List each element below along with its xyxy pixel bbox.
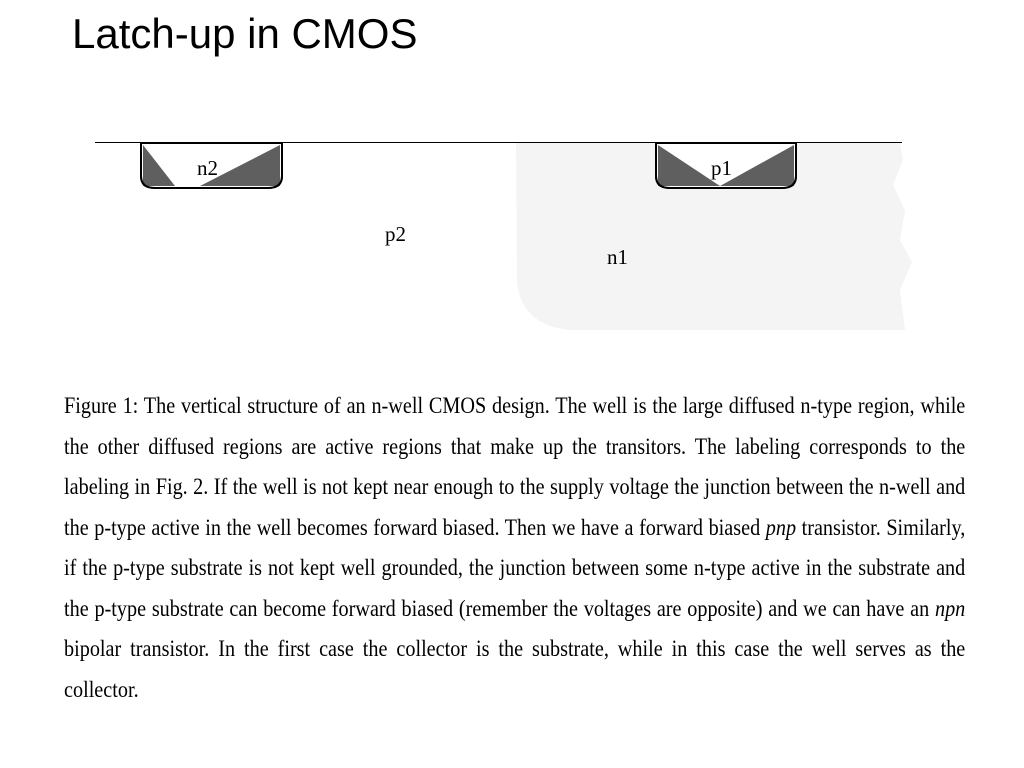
slide-title: Latch-up in CMOS [72, 10, 418, 57]
caption-part-3: bipolar transistor. In the first case the collector is the substrate, while in this case the well serves as the collector. [64, 636, 966, 703]
figure-caption [64, 386, 965, 710]
label-p2: p2 [385, 222, 406, 246]
label-p1: p1 [711, 156, 732, 180]
label-n2: n2 [197, 156, 218, 180]
caption-part-2: transistor. Similarly, if the p-type substrate is not kept well grounded, the junction between some n-type active in the substrate and the p-type substrate can become forward biased (remember the voltages are opposite) and we can have an [64, 514, 966, 622]
caption-pnp: pnp [765, 514, 797, 541]
label-n1: n1 [607, 245, 628, 269]
caption-npn: npn [934, 595, 966, 622]
caption-part-1: Figure 1: The vertical structure of an n-well CMOS design. The well is the large diffused n-type region, while the other diffused regions are active regions that make up the transitors. The labeling corresponds to the labeling in Fig. 2. If the well is not kept near enough to the supply voltage the junction between the n-well and the p-type active in the well becomes forward biased. Then we have a forward biased [64, 393, 966, 541]
cmos-cross-section-diagram [0, 0, 1024, 360]
